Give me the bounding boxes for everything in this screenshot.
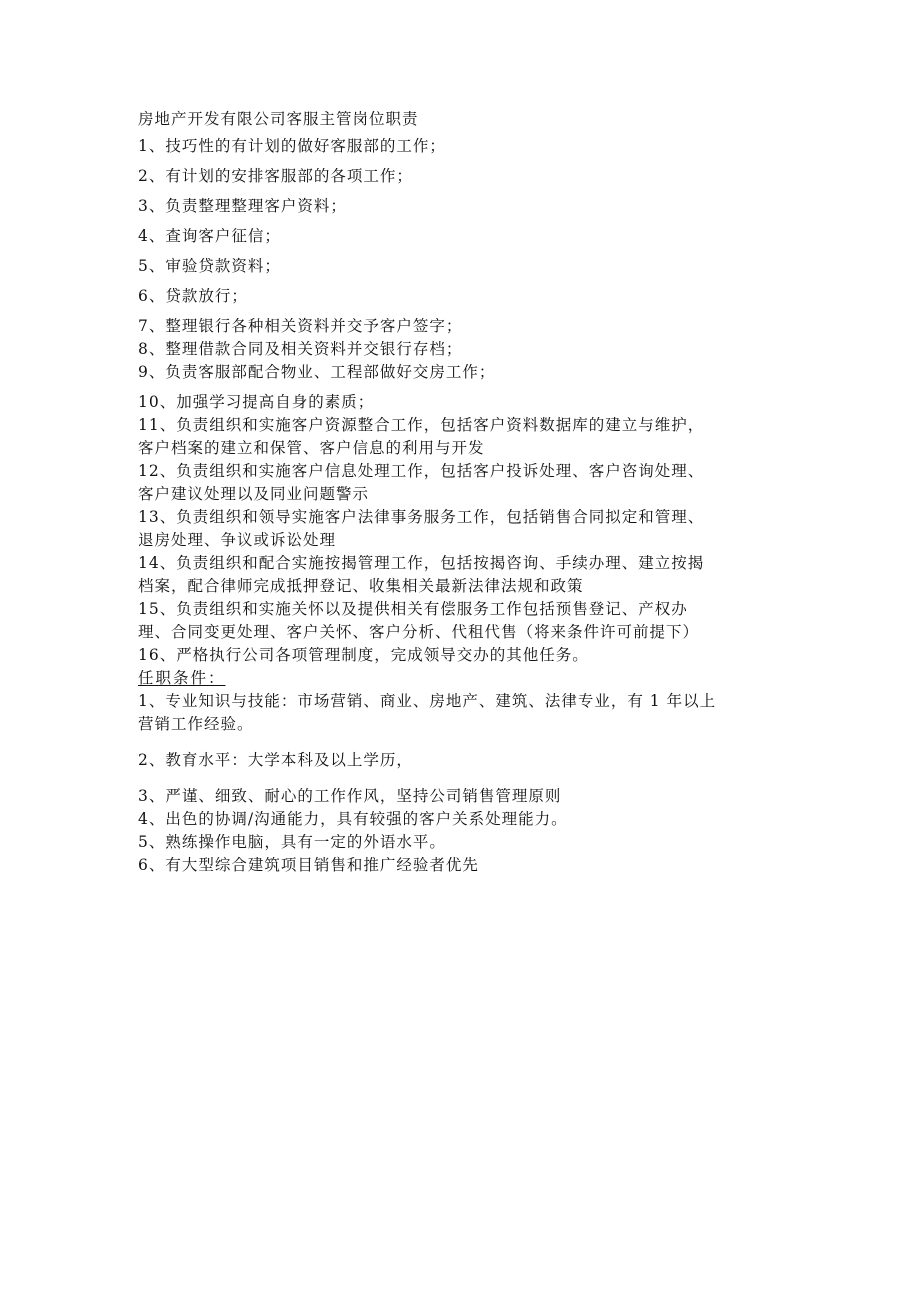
duty-item-6: 6、贷款放行； (138, 287, 248, 305)
requirement-item-1-line-1: 1、专业知识与技能：市场营销、商业、房地产、建筑、法律专业，有 1 年以上 (138, 692, 717, 710)
duty-item-15-line-1: 15、负责组织和实施关怀以及提供相关有偿服务工作包括预售登记、产权办 (138, 600, 688, 618)
duty-item-16 (138, 644, 798, 667)
document-page (138, 108, 798, 877)
requirement-item-4: 4、出色的协调/沟通能力，具有较强的客户关系处理能力。 (138, 810, 568, 828)
duty-item-13 (138, 506, 798, 552)
duty-item-12 (138, 460, 798, 506)
duty-item-3: 3、负责整理整理客户资料； (138, 197, 347, 215)
duty-item-2: 2、有计划的安排客服部的各项工作； (138, 167, 413, 185)
duty-item-15-line-2: 理、合同变更处理、客户关怀、客户分析、代租代售（将来条件许可前提下） (138, 623, 700, 641)
duty-item-12-line-1: 12、负责组织和实施客户信息处理工作，包括客户投诉处理、客户咨询处理、 (138, 462, 705, 480)
duty-item-13-line-1: 13、负责组织和领导实施客户法律事务服务工作，包括销售合同拟定和管理、 (138, 508, 705, 526)
duty-item-7: 7、整理银行各种相关资料并交予客户签字； (138, 317, 463, 335)
duty-item-9: 9、负责客服部配合物业、工程部做好交房工作； (138, 363, 496, 381)
duty-item-1: 1、技巧性的有计划的做好客服部的工作； (138, 137, 446, 155)
requirement-item-6: 6、有大型综合建筑项目销售和推广经验者优先 (138, 856, 479, 874)
duty-item-11 (138, 414, 798, 460)
duty-item-8: 8、整理借款合同及相关资料并交银行存档； (138, 340, 463, 358)
document-title: 房地产开发有限公司客服主管岗位职责 (138, 110, 419, 128)
duty-item-14-line-1: 14、负责组织和配合实施按揭管理工作，包括按揭咨询、手续办理、建立按揭 (138, 554, 705, 572)
duty-item-13-line-2: 退房处理、争议或诉讼处理 (138, 531, 337, 549)
requirement-item-1 (138, 690, 798, 736)
duty-item-10: 10、加强学习提高自身的素质； (138, 393, 375, 411)
duty-item-11-line-2: 客户档案的建立和保管、客户信息的利用与开发 (138, 439, 485, 457)
duty-item-11-line-1: 11、负责组织和实施客户资源整合工作，包括客户资料数据库的建立与维护， (138, 416, 705, 434)
requirements-title: 任职条件： (138, 669, 226, 687)
duty-item-14 (138, 552, 798, 598)
requirement-item-3: 3、严谨、细致、耐心的工作作风，坚持公司销售管理原则 (138, 787, 562, 805)
duty-item-4: 4、查询客户征信； (138, 227, 281, 245)
duty-item-14-line-2: 档案，配合律师完成抵押登记、收集相关最新法律法规和政策 (138, 577, 584, 595)
duty-item-15 (138, 598, 798, 644)
requirement-item-1-line-2: 营销工作经验。 (138, 715, 254, 733)
requirement-item-5: 5、熟练操作电脑，具有一定的外语水平。 (138, 833, 446, 851)
requirement-item-2: 2、教育水平：大学本科及以上学历， (138, 751, 413, 769)
duty-item-16-line-1: 16、严格执行公司各项管理制度，完成领导交办的其他任务。 (138, 646, 589, 664)
duty-item-12-line-2: 客户建议处理以及同业问题警示 (138, 485, 370, 503)
duty-item-5: 5、审验贷款资料； (138, 257, 281, 275)
